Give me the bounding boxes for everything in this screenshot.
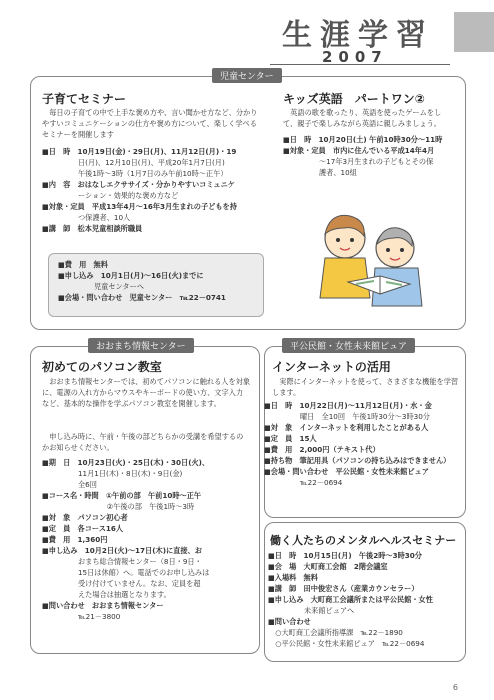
- pc-class-detail-line: ■期 日 10月23日(火)・25日(木)・30日(火)、: [42, 458, 210, 467]
- kosodate-details: [42, 146, 267, 234]
- kosodate-intro: 毎日の子育ての中で上手な褒め方や、言い聞かせ方など、分かりやすいコミュニケーションの仕方や褒め方について、楽しく学べるセミナーを開催します: [42, 108, 258, 139]
- title-tab-block: [454, 12, 494, 52]
- pc-class-intro2: 申し込み時に、午前・午後の部どちらかの受講を希望するのかお知らせください。: [42, 432, 244, 452]
- pc-class-detail-line: ■申し込み 10月2日(火)～17日(木)に直接、お: [42, 546, 202, 555]
- internet-detail-line: ■日 時 10月22日(月)～11月12日(月)・水・金: [264, 401, 432, 410]
- internet-title: インターネットの活用: [272, 360, 391, 374]
- mental-detail-line: ■問い合わせ: [268, 617, 311, 626]
- mental-title: 働く人たちのメンタルヘルスセミナー: [270, 534, 457, 547]
- internet-detail-line: ■持ち物 筆記用具（パソコンの持ち込みはできません）: [264, 456, 451, 465]
- internet-details: [264, 400, 464, 488]
- kids-english-detail-line: ■日 時 10月20日(土) 午前10時30分～11時: [283, 135, 443, 144]
- kosodate-detail-line: ■対象・定員 平成13年4月～16年3月生まれの子どもを持: [42, 202, 237, 211]
- mental-detail-line: ■会 場 大町商工会館 2階会議室: [268, 562, 388, 571]
- pc-class-detail-line: おまち総合情報センター（8日・9日・: [42, 557, 202, 566]
- pc-class-detail-line: ■定 員 各コース16人: [42, 524, 124, 533]
- mental-detail-line: ■入場料 無料: [268, 573, 318, 582]
- kosodate-detail-line: ■内 容 おはなしエクササイズ・分かりやすいコミュニケ: [42, 180, 235, 189]
- pc-class-detail-line: 受け付けていません。なお、定員を超: [42, 579, 201, 588]
- kids-english-detail-line: ■対象・定員 市内に住んでいる平成14年4月: [283, 146, 435, 155]
- kids-english-intro: 英語の歌を歌ったり、英語を使ったゲームをして、親子で楽しみながら英語に親しみましょう。: [283, 108, 442, 128]
- kosodate-detail-line: つ保護者、10人: [42, 213, 131, 222]
- pc-class-detail-line: ②午後の部 午後1時～3時: [42, 502, 195, 511]
- kosodate-box-line: ■会場・問い合わせ 児童センター ℡22－0741: [58, 293, 226, 302]
- pc-class-detail-line: ℡21－3800: [42, 612, 121, 621]
- kosodate-title: 子育てセミナー: [42, 92, 127, 106]
- kosodate-box-line: ■費 用 無料: [58, 260, 108, 269]
- internet-intro: 実際にインターネットを使って、さまざまな機能を学習します。: [272, 377, 459, 397]
- pc-class-details: [42, 457, 256, 622]
- pc-class-title: 初めてのパソコン教室: [42, 360, 162, 374]
- kosodate-detail-line: ■日 時 10月19日(金)・29日(月)、11月12日(月)・19: [42, 147, 237, 156]
- pc-class-detail-line: 11月1日(木)・8日(木)・9日(金): [42, 469, 183, 478]
- mental-detail-line: ■申し込み 大町商工会議所または平公民館・女性: [268, 595, 433, 604]
- internet-detail-line: ■費 用 2,000円（テキスト代）: [264, 445, 380, 454]
- pc-class-intro: おおまち情報センターでは、初めてパソコンに触れる人を対象に、電源の入れ方からマウスやキーボードの使い方、文字入力など、基本的な操作を学ぶパソコン教室を開催します。: [42, 377, 251, 408]
- internet-detail-line: ■会場・問い合わせ 平公民館・女性未来館ピュア: [264, 467, 429, 476]
- pc-class-detail-line: えた場合は抽選となります。: [42, 590, 171, 599]
- pc-class-detail-line: ■費 用 1,360円: [42, 535, 108, 544]
- kosodate-detail-line: 午後1時～3時（1月7日のみ午前10時～正午）: [42, 169, 228, 178]
- pc-class-detail-line: 全6回: [42, 480, 97, 489]
- pc-class-detail-line: ■対 象 パソコン初心者: [42, 513, 128, 522]
- mental-detail-line: ○平公民館・女性未来館ピュア ℡22－0694: [268, 639, 425, 648]
- kosodate-box-line: 児童センターへ: [58, 282, 144, 291]
- kosodate-detail-line: 日(月)、12月10日(月)、平成20年1月7日(月): [42, 158, 225, 167]
- mental-details: [268, 550, 464, 649]
- section-label-info-center: おおまち情報センター: [88, 338, 194, 353]
- kosodate-detail-line: ■講 師 松本児童相談所職員: [42, 224, 143, 233]
- mental-detail-line: ○大町商工会議所指導課 ℡22－1890: [268, 628, 403, 637]
- kids-english-title: キッズ英語 パートワン②: [283, 92, 425, 106]
- internet-detail-line: ■対 象 インターネットを利用したことがある人: [264, 423, 429, 432]
- section-label-kominkan: 平公民館・女性未来館ピュア: [282, 338, 415, 353]
- pc-class-detail-line: 15日は休館）へ。電話でのお申し込みは: [42, 568, 210, 577]
- kids-english-details: [283, 134, 461, 178]
- kosodate-detail-line: ーション・効果的な褒め方など: [42, 191, 179, 200]
- children-reading-illustration: [300, 198, 440, 310]
- kosodate-box-line: ■申し込み 10月1日(月)～16日(火)までに: [58, 271, 204, 280]
- mental-detail-line: ■講 師 田中俊宏さん（産業カウンセラー）: [268, 584, 419, 593]
- mental-detail-line: ■日 時 10月15日(月) 午後2時～3時30分: [268, 551, 422, 560]
- section-label-children-center: 児童センター: [212, 68, 282, 83]
- kids-english-detail-line: ～17年3月生まれの子どもとその保: [283, 157, 434, 166]
- kids-english-detail-line: 護者、10組: [283, 168, 357, 177]
- pc-class-detail-line: ■コース名・時間 ①午前の部 午前10時～正午: [42, 491, 202, 500]
- internet-detail-line: 曜日 全10回 午後1時30分～3時30分: [264, 412, 430, 421]
- title-underline: [270, 64, 450, 65]
- page-number: 6: [452, 683, 458, 692]
- internet-detail-line: ℡22－0694: [264, 478, 343, 487]
- kosodate-box-details: [58, 259, 258, 303]
- mental-detail-line: 未来館ピュアへ: [268, 606, 355, 615]
- page-title: 生涯学習: [282, 18, 434, 53]
- pc-class-detail-line: ■問い合わせ おおまち情報センター: [42, 601, 164, 610]
- internet-detail-line: ■定 員 15人: [264, 434, 317, 443]
- page-year: 2007: [322, 48, 388, 66]
